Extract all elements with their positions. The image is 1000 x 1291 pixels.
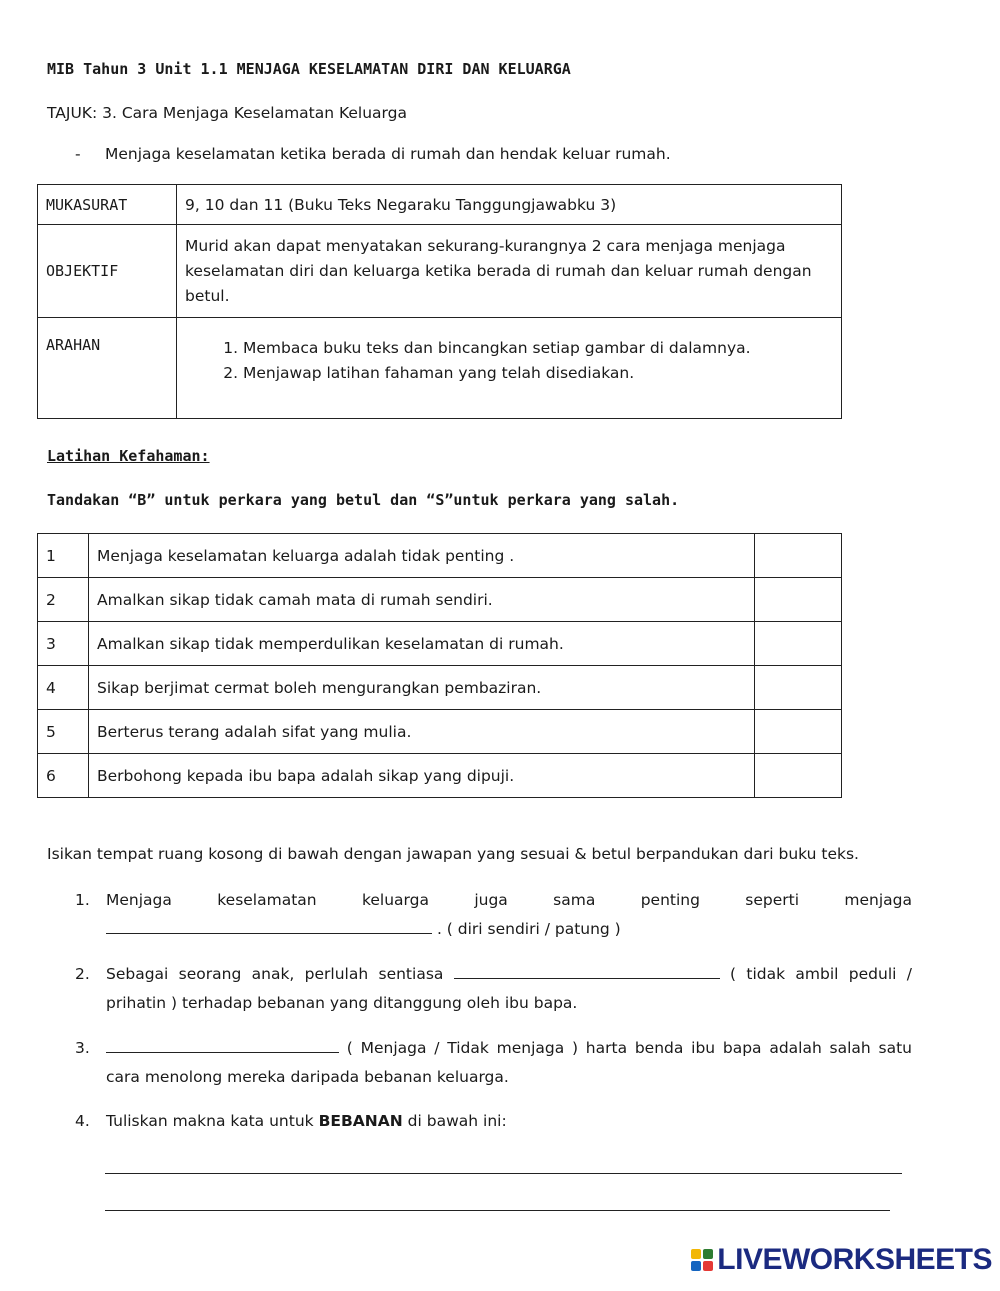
row-number: 3	[38, 622, 89, 666]
true-false-table	[37, 533, 842, 798]
table-row	[38, 754, 842, 798]
row-statement: Menjaga keselamatan keluarga adalah tidak penting .	[89, 534, 755, 578]
question-text-after: ( tidak ambil peduli / prihatin ) terhadap bebanan yang ditanggung oleh ibu bapa.	[106, 965, 912, 1012]
row-statement: Berbohong kepada ibu bapa adalah sikap yang dipuji.	[89, 754, 755, 798]
question-4	[75, 1107, 912, 1136]
exercise-instruction: Tandakan “B” untuk perkara yang betul dan “S”untuk perkara yang salah.	[47, 491, 680, 509]
info-table	[37, 184, 842, 419]
table-row	[38, 710, 842, 754]
row-statement: Amalkan sikap tidak camah mata di rumah sendiri.	[89, 578, 755, 622]
answer-box[interactable]	[755, 666, 842, 710]
fill-in-instruction: Isikan tempat ruang kosong di bawah dengan jawapan yang sesuai & betul berpandukan dari buku teks.	[47, 845, 859, 863]
row-number: 5	[38, 710, 89, 754]
info-row-objektif	[38, 225, 842, 318]
question-text: Menjaga keselamatan keluarga juga sama penting seperti menjaga	[106, 891, 912, 909]
answer-box[interactable]	[755, 622, 842, 666]
page-title: MIB Tahun 3 Unit 1.1 MENJAGA KESELAMATAN DIRI DAN KELUARGA	[47, 60, 571, 78]
arahan-item: 1. Membaca buku teks dan bincangkan setiap gambar di dalamnya.	[243, 336, 833, 361]
row-statement: Sikap berjimat cermat boleh mengurangkan pembaziran.	[89, 666, 755, 710]
question-number: 2.	[75, 965, 90, 983]
objektif-label: OBJEKTIF	[38, 225, 177, 318]
question-number: 4.	[75, 1112, 90, 1130]
objektif-value: Murid akan dapat menyatakan sekurang-kurangnya 2 cara menjaga menjaga keselamatan diri dan keluarga ketika berada di rumah dan keluar rumah dengan betul.	[177, 225, 842, 318]
question-3	[75, 1034, 912, 1092]
answer-box[interactable]	[755, 578, 842, 622]
logo-square	[691, 1249, 701, 1259]
table-row	[38, 534, 842, 578]
question-text: Tuliskan makna kata untuk	[106, 1112, 314, 1130]
question-2	[75, 960, 912, 1018]
question-text: Sebagai seorang anak, perlulah sentiasa	[106, 965, 444, 983]
logo-square	[703, 1261, 713, 1271]
topic-line: TAJUK: 3. Cara Menjaga Keselamatan Keluarga	[47, 104, 407, 122]
arahan-item: 2. Menjawap latihan fahaman yang telah disediakan.	[243, 361, 833, 386]
answer-box[interactable]	[755, 710, 842, 754]
mukasurat-value: 9, 10 dan 11 (Buku Teks Negaraku Tanggungjawabku 3)	[177, 185, 842, 225]
question-number: 3.	[75, 1039, 90, 1057]
bullet-dash: -	[75, 145, 81, 163]
question-1	[75, 886, 912, 944]
exercise-heading: Latihan Kefahaman:	[47, 447, 210, 465]
row-statement: Amalkan sikap tidak memperdulikan keselamatan di rumah.	[89, 622, 755, 666]
question-number: 1.	[75, 891, 90, 909]
row-number: 4	[38, 666, 89, 710]
row-number: 1	[38, 534, 89, 578]
answer-blank[interactable]	[454, 961, 720, 979]
answer-box[interactable]	[755, 534, 842, 578]
answer-box[interactable]	[755, 754, 842, 798]
bullet-text: Menjaga keselamatan ketika berada di rumah dan hendak keluar rumah.	[105, 145, 671, 163]
question-text-after: di bawah ini:	[407, 1112, 507, 1130]
table-row	[38, 666, 842, 710]
logo-square	[703, 1249, 713, 1259]
logo-text: LIVEWORKSHEETS	[717, 1243, 992, 1276]
mukasurat-label: MUKASURAT	[38, 185, 177, 225]
bullet-line	[75, 145, 671, 163]
arahan-value	[177, 318, 842, 419]
liveworksheets-logo	[691, 1243, 992, 1277]
row-number: 6	[38, 754, 89, 798]
logo-icon	[691, 1249, 713, 1271]
arahan-list	[185, 336, 833, 386]
answer-options: . ( diri sendiri / patung )	[436, 920, 621, 938]
info-row-mukasurat	[38, 185, 842, 225]
row-statement: Berterus terang adalah sifat yang mulia.	[89, 710, 755, 754]
row-number: 2	[38, 578, 89, 622]
table-row	[38, 578, 842, 622]
info-row-arahan	[38, 318, 842, 419]
answer-blank[interactable]	[106, 916, 432, 934]
answer-blank[interactable]	[106, 1035, 339, 1053]
keyword: BEBANAN	[318, 1112, 403, 1130]
question-text-after: ( Menjaga / Tidak menjaga ) harta benda ibu bapa adalah salah satu cara menolong mereka daripada bebanan keluarga.	[106, 1039, 912, 1086]
arahan-label: ARAHAN	[38, 318, 177, 419]
logo-square	[691, 1261, 701, 1271]
answer-line[interactable]	[105, 1173, 902, 1174]
answer-line[interactable]	[105, 1210, 890, 1211]
table-row	[38, 622, 842, 666]
